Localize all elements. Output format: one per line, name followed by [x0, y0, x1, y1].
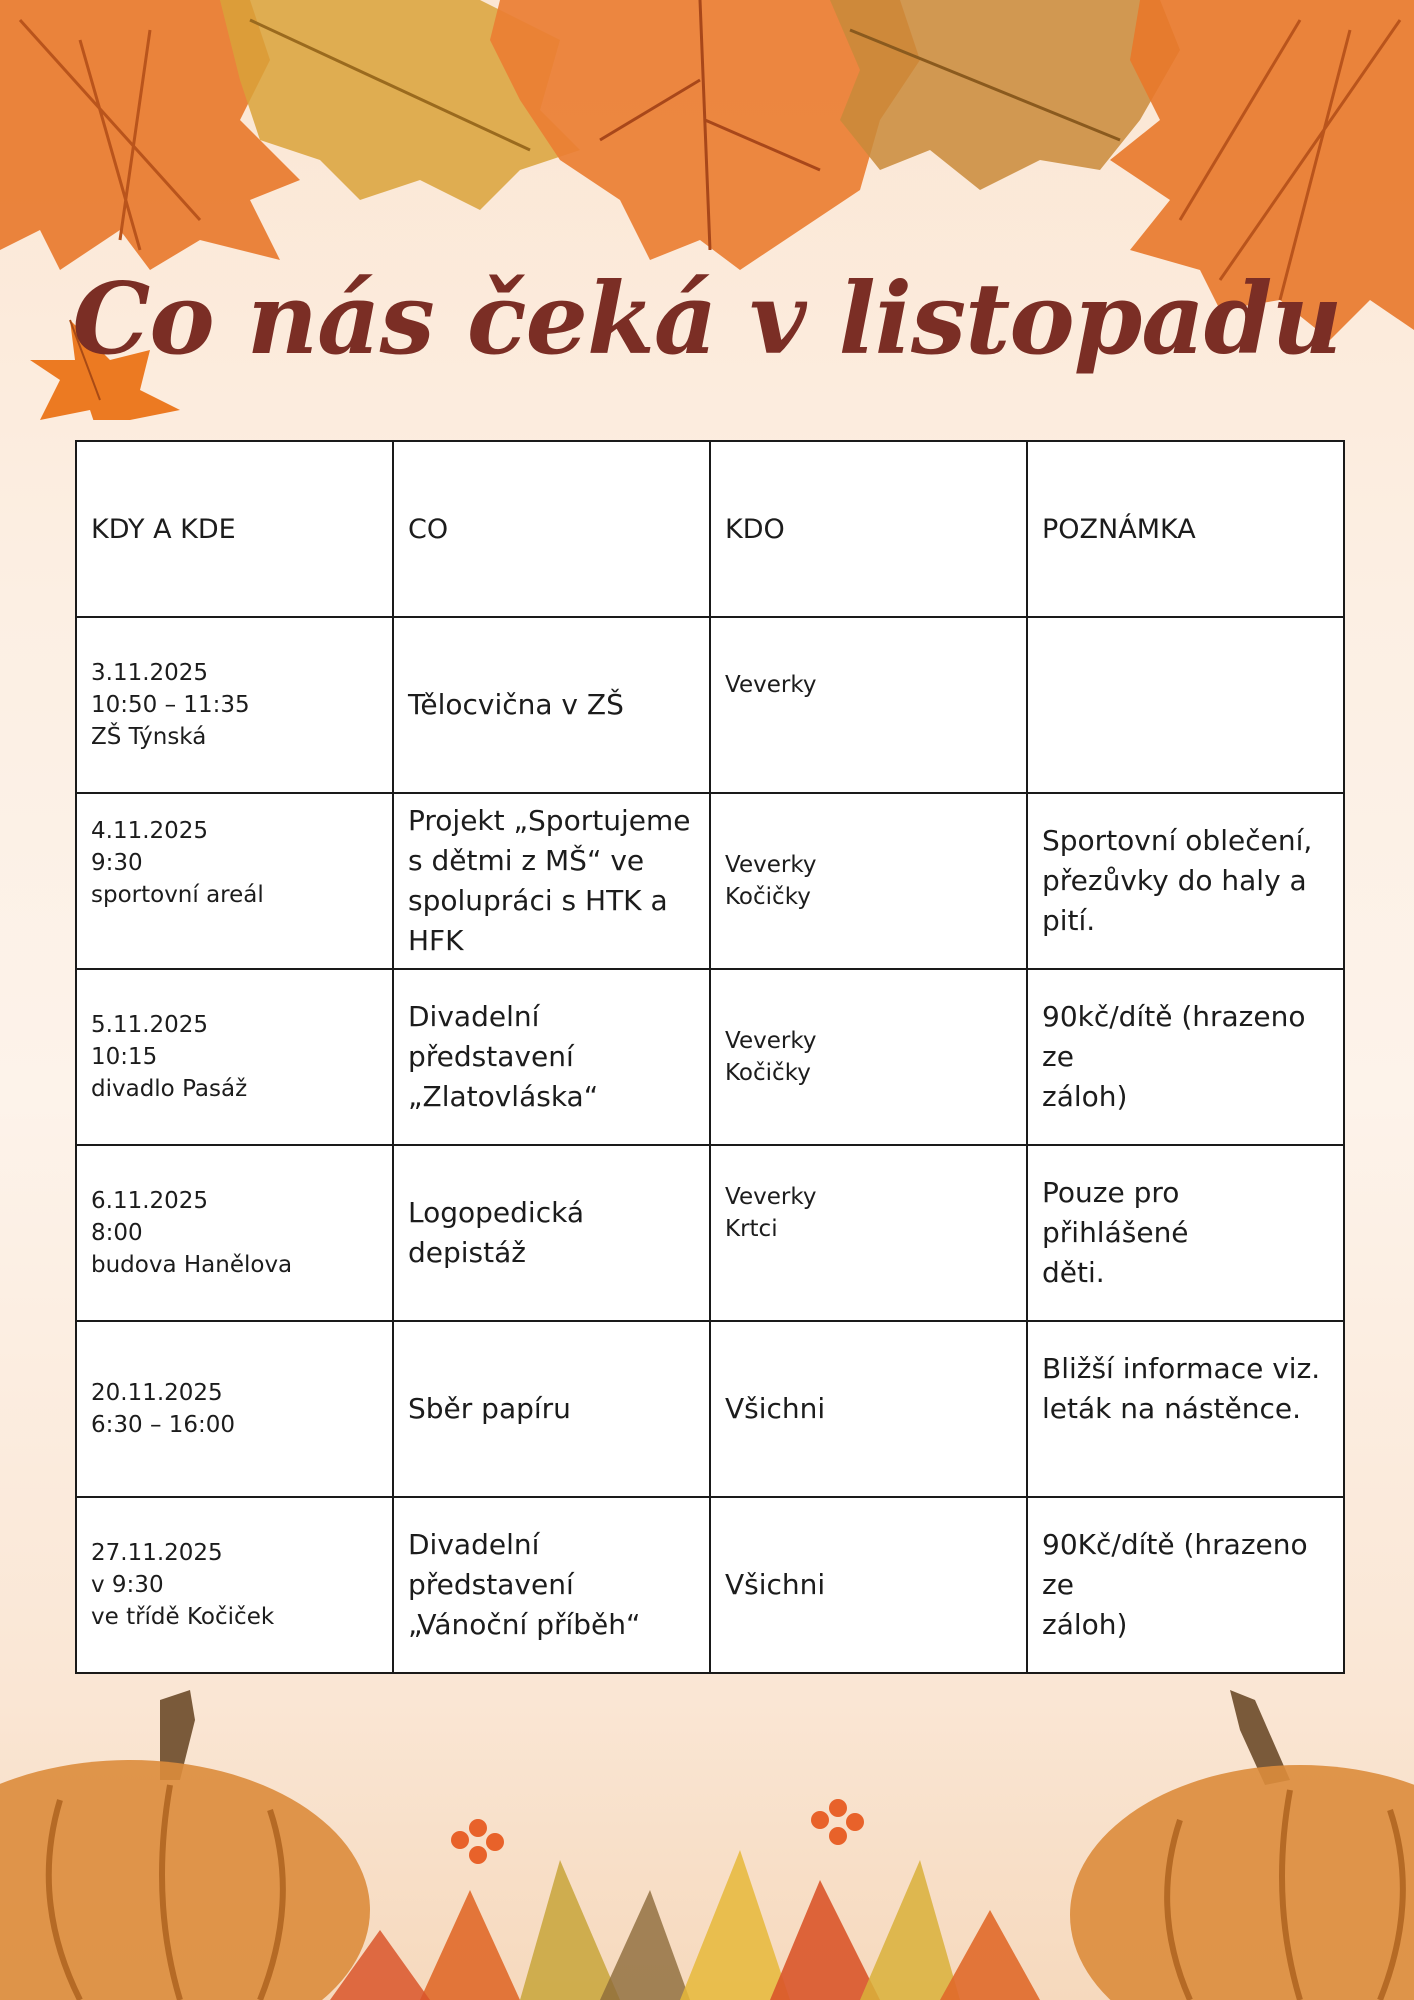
header-what: CO [393, 441, 710, 617]
cell-when-where: 27.11.2025 v 9:30 ve třídě Kočiček [76, 1497, 393, 1673]
autumn-foliage-icon [330, 1850, 1040, 2000]
cell-when-where: 20.11.2025 6:30 – 16:00 [76, 1321, 393, 1497]
table-row [76, 1145, 1344, 1321]
header-note: POZNÁMKA [1027, 441, 1344, 617]
cell-note [1027, 617, 1344, 793]
cell-who: Veverky Kočičky [710, 969, 1027, 1145]
cell-what: Sběr papíru [393, 1321, 710, 1497]
table-row [76, 1321, 1344, 1497]
cell-note: Bližší informace viz. leták na nástěnce. [1027, 1321, 1344, 1497]
header-who: KDO [710, 441, 1027, 617]
cell-when-where: 6.11.2025 8:00 budova Hanělova [76, 1145, 393, 1321]
table-row [76, 969, 1344, 1145]
cell-what: Divadelní představení „Vánoční příběh“ [393, 1497, 710, 1673]
pumpkin-left-icon [0, 1690, 370, 2000]
cell-who: Veverky Krtci [710, 1145, 1027, 1321]
cell-what: Tělocvična v ZŠ [393, 617, 710, 793]
page-title: Co nás čeká v listopadu [72, 262, 1342, 377]
cell-note: Sportovní oblečení, přezůvky do haly a pití. [1027, 793, 1344, 969]
cell-what: Divadelní představení „Zlatovláska“ [393, 969, 710, 1145]
table-row [76, 793, 1344, 969]
cell-when-where: 3.11.2025 10:50 – 11:35 ZŠ Týnská [76, 617, 393, 793]
cell-who: Veverky Kočičky [710, 793, 1027, 969]
pumpkins-decoration [0, 1690, 1414, 2000]
cell-when-where: 4.11.2025 9:30 sportovní areál [76, 793, 393, 969]
cell-what: Logopedická depistáž [393, 1145, 710, 1321]
cell-who: Všichni [710, 1321, 1027, 1497]
cell-who: Veverky [710, 617, 1027, 793]
cell-what: Projekt „Sportujeme s dětmi z MŠ“ ve spolupráci s HTK a HFK [393, 793, 710, 969]
table-header-row [76, 441, 1344, 617]
cell-note: 90kč/dítě (hrazeno ze záloh) [1027, 969, 1344, 1145]
cell-note: Pouze pro přihlášené děti. [1027, 1145, 1344, 1321]
berries-icon [451, 1799, 864, 1864]
table-row [76, 1497, 1344, 1673]
schedule-table [75, 440, 1345, 1674]
pumpkin-right-icon [1070, 1690, 1414, 2000]
cell-note: 90Kč/dítě (hrazeno ze záloh) [1027, 1497, 1344, 1673]
cell-when-where: 5.11.2025 10:15 divadlo Pasáž [76, 969, 393, 1145]
cell-who: Všichni [710, 1497, 1027, 1673]
header-when-where: KDY A KDE [76, 441, 393, 617]
table-row [76, 617, 1344, 793]
